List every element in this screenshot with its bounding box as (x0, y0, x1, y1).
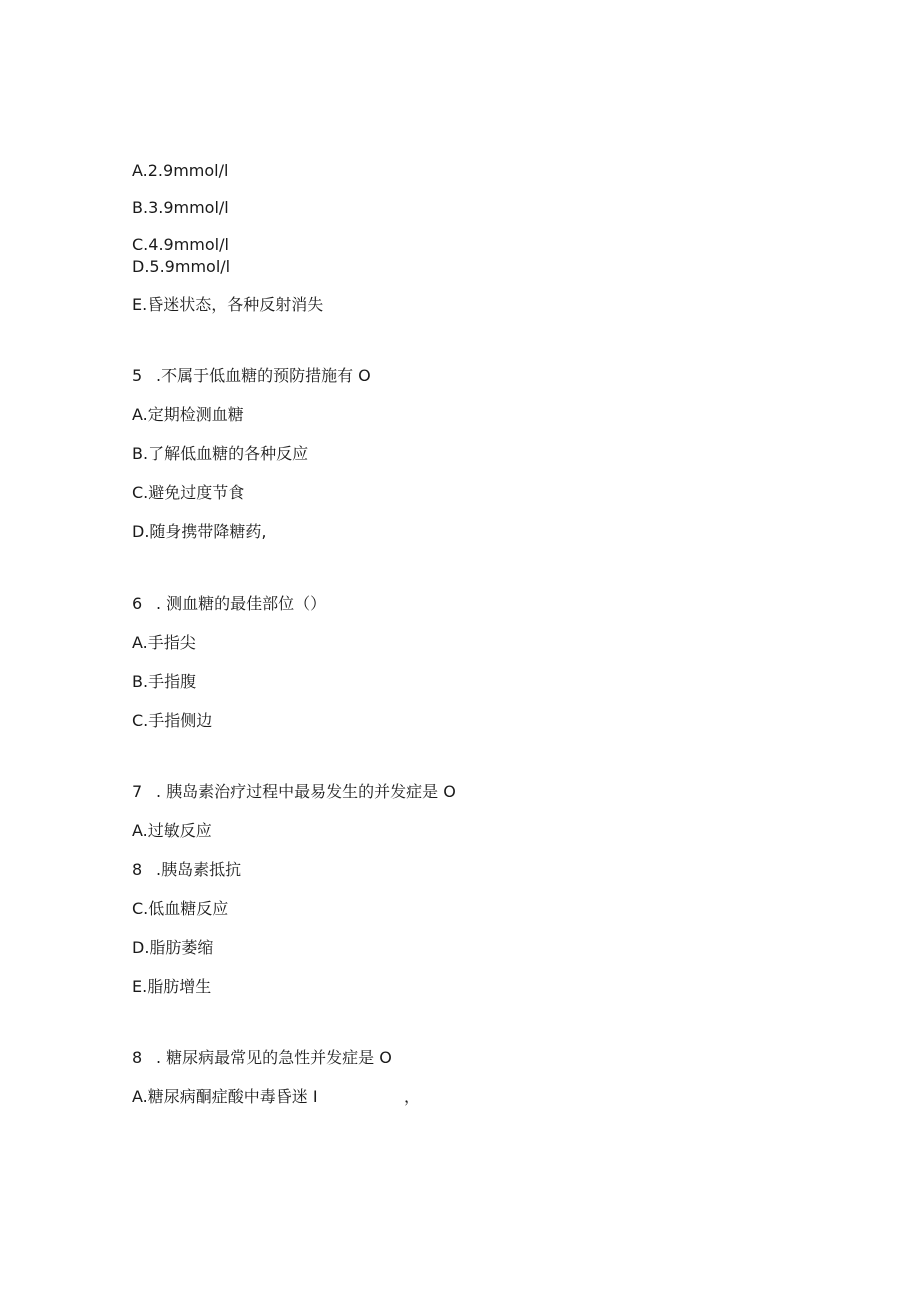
option-a-line: A.糖尿病酮症酸中毒昏迷 I ， (132, 1087, 421, 1106)
option-b-line: 8 .胰岛素抵抗 (132, 860, 242, 879)
option-e-line: E.脂肪增生 (132, 977, 212, 996)
question-number: 8 (132, 1048, 143, 1067)
option-a-line: A.定期检测血糖 (132, 405, 244, 424)
option-d-line: D.随身携带降糖药, (132, 522, 267, 541)
option-b-line: B.手指腹 (132, 672, 197, 691)
option-e-line: E.昏迷状态，各种反射消失 (132, 295, 324, 314)
option-c-line: C.手指侧边 (132, 711, 213, 730)
question-number: 5 (132, 366, 143, 385)
option-a-line: A.手指尖 (132, 633, 196, 652)
option-a-line: A.2.9mmol/l (132, 161, 229, 180)
question-8: 8 . 糖尿病最常见的急性并发症是 O (132, 1048, 392, 1067)
option-d-line: D.5.9mmol/l (132, 257, 231, 276)
option-d-line: D.脂肪萎缩 (132, 938, 214, 957)
question-7: 7 . 胰岛素治疗过程中最易发生的并发症是 O (132, 782, 456, 801)
option-c-line: C.低血糖反应 (132, 899, 229, 918)
option-b-line: B.3.9mmol/l (132, 198, 229, 217)
option-c-line: C.避免过度节食 (132, 483, 245, 502)
option-a-line: A.过敏反应 (132, 821, 212, 840)
question-6: 6 . 测血糖的最佳部位（） (132, 594, 327, 613)
question-number: 7 (132, 782, 143, 801)
option-c-line: C.4.9mmol/l (132, 235, 229, 254)
question-5: 5 .不属于低血糖的预防措施有 O (132, 366, 371, 385)
question-number: 8 (132, 860, 143, 879)
question-number: 6 (132, 594, 143, 613)
option-b-line: B.了解低血糖的各种反应 (132, 444, 309, 463)
